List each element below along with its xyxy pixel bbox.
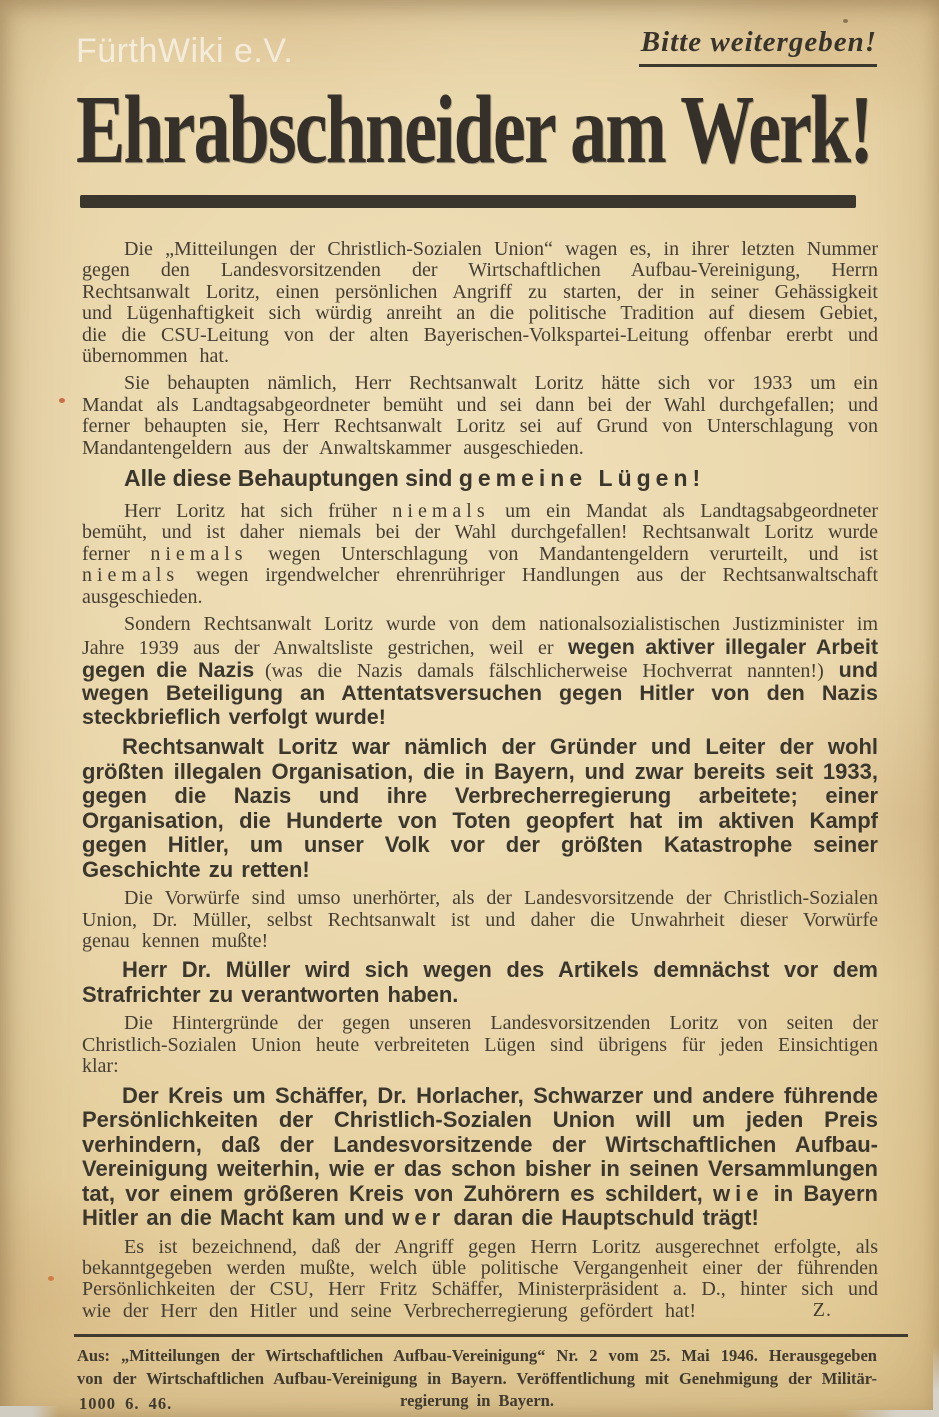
imprint-line-1: Aus: „Mitteilungen der Wirtschaftlichen Aufbau-Vereinigung“ Nr. 2 vom 25. Mai 1946. Herausgegeben xyxy=(77,1346,877,1365)
paragraph xyxy=(82,888,878,952)
text-run: gemeine Lügen! xyxy=(458,465,706,492)
imprint-line-2: von der Wirtschaftlichen Aufbau-Vereinigung in Bayern. Veröffentlichung mit Genehmigung der Militär- xyxy=(77,1368,877,1388)
paper-speck xyxy=(48,1276,54,1281)
document-body xyxy=(82,239,878,1328)
text-run: Der Kreis um Schäffer, Dr. Horlacher, Schwarzer und andere führende Persönlichkeiten der Christlich-Sozialen Union will um jeden Preis verhindern, daß der Landesvorsitzende der Wirtschaftlichen Aufbau-Vereinigung weiterhin, wie er das schon bisher in seinen Versammlungen tat, vor einem größeren Kreis von Zuhörern es schildert, xyxy=(82,1082,878,1206)
paragraph xyxy=(82,1084,878,1231)
pass-it-on-underline xyxy=(639,64,877,67)
text-run: Sie behaupten nämlich, Herr Rechtsanwalt Loritz hätte sich vor 1933 um ein Mandat als Landtagsabgeordneter bemüht und sei dann bei der Wahl durchgefallen; und ferner behaupten sie, Herr Rechtsanwalt Loritz sei auf Grund von Unterschlagung von Mandantengeldern aus der Anwaltskammer ausgeschieden. xyxy=(82,372,878,459)
imprint-divider xyxy=(74,1334,908,1337)
text-run: niemals xyxy=(392,500,490,523)
text-run: Herr Dr. Müller wird sich wegen des Artikels demnächst vor dem Strafrichter zu verantworten haben. xyxy=(82,957,878,1007)
page-title-text: Ehrabschneider am Werk! xyxy=(76,76,872,184)
scan-corner-bottom-right xyxy=(843,1410,939,1417)
print-run-code: 1000 6. 46. xyxy=(79,1394,173,1413)
text-run: Die Hintergründe der gegen unseren Landesvorsitzenden Loritz von seiten der Christlich-Sozialen Union heute verbreiteten Lügen sind übrigens für jeden Einsichtigen klar: xyxy=(82,1012,878,1078)
paper-speck xyxy=(59,398,65,403)
text-run: niemals xyxy=(150,542,248,565)
pass-it-on-note xyxy=(639,26,877,67)
pass-it-on-text: Bitte weitergeben! xyxy=(640,26,877,58)
paragraph xyxy=(82,614,878,729)
page-title xyxy=(76,76,876,192)
imprint-line-3 xyxy=(77,1390,877,1413)
scan-edge-right xyxy=(933,1345,939,1417)
text-run: Rechtsanwalt Loritz war nämlich der Gründer und Leiter der wohl größten illegalen Organisation, die in Bayern, und zwar bereits seit 1933, gegen die Nazis und ihre Verbrecherregierung arbeitete; einer Organisation, die Hunderte von Toten geopfert hat im aktiven Kampf gegen Hitler, um unser Volk vor der größten Katastrophe seiner Geschichte zu retten! xyxy=(82,734,878,882)
text-run: wer xyxy=(392,1205,446,1231)
text-run: wie xyxy=(712,1180,764,1206)
text-run: wegen irgendwelcher ehrenrühriger Handlungen aus der Rechtsanwaltschaft ausgeschieden. xyxy=(82,564,878,608)
text-run: daran die Hauptschuld trägt! xyxy=(445,1205,759,1231)
paragraph xyxy=(82,373,878,459)
text-run: Alle diese Behauptungen sind xyxy=(124,465,459,492)
text-run: Es ist bezeichnend, daß der Angriff gegen Herrn Loritz ausgerechnet erfolgte, als bekanntgegeben werden mußte, welch üble politische Vergangenheit einer der führenden Persönlichkeiten der CSU, Herr Fritz Schäffer, Ministerpräsident a. D., hinter sich und wie der Herr den Hitler und seine Verbrecherregierung gefördert hat! xyxy=(82,1235,878,1322)
imprint-line-3-text: regierung in Bayern. xyxy=(400,1391,554,1410)
signature: Z. xyxy=(812,1298,832,1321)
paragraph xyxy=(82,239,878,367)
scan-corner-bottom-left xyxy=(0,1406,58,1417)
text-run: niemals xyxy=(82,564,180,587)
paragraph xyxy=(82,735,878,882)
imprint-text xyxy=(77,1345,877,1413)
paragraph xyxy=(82,465,878,492)
text-run: und wegen Beteiligung an Attentatsversuchen gegen Hitler von den Nazis steckbrieflich verfolgt wurde! xyxy=(82,657,878,729)
text-run: Herr Loritz hat sich früher xyxy=(124,500,393,523)
paragraph xyxy=(82,1013,878,1077)
watermark: FürthWiki e.V. xyxy=(76,32,294,70)
text-run: Die „Mitteilungen der Christlich-Sozialen Union“ wagen es, in ihrer letzten Nummer gegen den Landesvorsitzenden der Wirtschaftlichen Aufbau-Vereinigung, Herrn Rechtsanwalt Loritz, einen persönlichen Angriff zu starten, der in seiner Gehässigkeit und Lügenhaftigkeit sich würdig anreiht an die politische Tradition auf diesem Gebiet, die die CSU-Leitung von der alten Bayerischen-Volkspartei-Leitung offenbar ererbt und übernommen hat. xyxy=(82,238,878,368)
paragraph xyxy=(82,1237,878,1323)
text-run: wegen Unterschlagung von Mandantengeldern verurteilt, und ist xyxy=(247,542,879,565)
paragraph xyxy=(82,501,878,608)
paper-speck xyxy=(843,19,848,23)
text-run: (was die Nazis damals fälschlicherweise Hochverrat nannten!) xyxy=(264,659,839,682)
imprint xyxy=(0,1334,939,1413)
paragraph xyxy=(82,958,878,1007)
text-run: Sondern Rechtsanwalt Loritz wurde von dem nationalsozialistischen Justizminister im Jahre 1939 aus der Anwaltsliste gestrichen, weil er xyxy=(82,613,878,659)
text-run: wegen aktiver illegaler Arbeit gegen die Nazis xyxy=(82,634,878,682)
title-underline-bar xyxy=(80,195,856,208)
text-run: um ein Mandat als Landtagsabgeordneter bemüht, und ist daher niemals bei der Wahl durchgefallen! Rechtsanwalt Loritz wurde ferner xyxy=(82,500,879,565)
text-run: Die Vorwürfe sind umso unerhörter, als der Landesvorsitzende der Christlich-Sozialen Union, Dr. Müller, selbst Rechtsanwalt ist und daher die Unwahrheit dieser Vorwürfe genau kennen mußte! xyxy=(82,887,878,952)
text-run: in Bayern Hitler an die Macht kam und xyxy=(82,1180,878,1231)
